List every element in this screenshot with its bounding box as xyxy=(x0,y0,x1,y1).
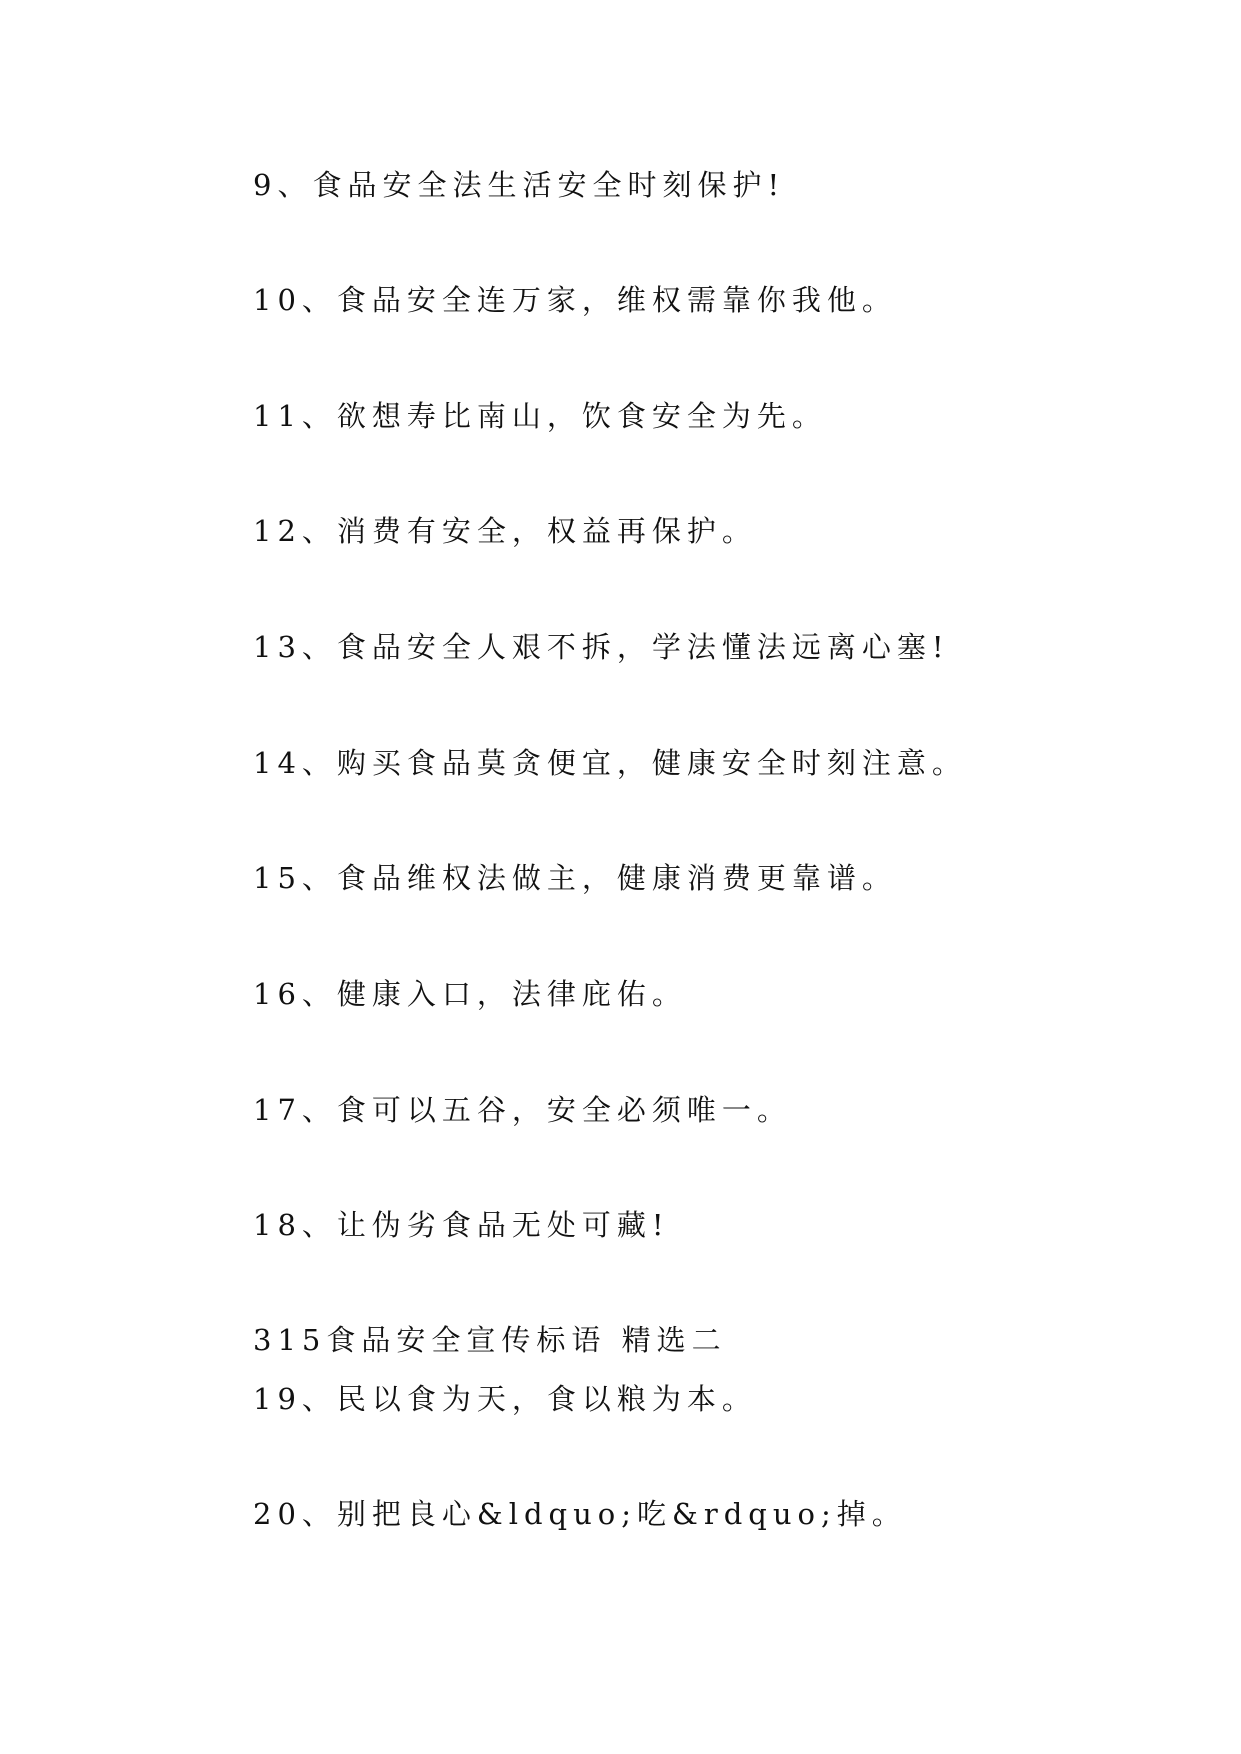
slogan-9: 9、食品安全法生活安全时刻保护! xyxy=(253,168,786,202)
slogan-12: 12、消费有安全，权益再保护。 xyxy=(253,514,757,548)
slogan-18: 18、让伪劣食品无处可藏! xyxy=(253,1208,670,1242)
slogan-10: 10、食品安全连万家，维权需靠你我他。 xyxy=(253,283,897,317)
slogan-17: 17、食可以五谷，安全必须唯一。 xyxy=(253,1093,792,1127)
slogan-16: 16、健康入口，法律庇佑。 xyxy=(253,977,687,1011)
slogan-11: 11、欲想寿比南山，饮食安全为先。 xyxy=(253,399,827,433)
slogan-20: 20、别把良心&ldquo;吃&rdquo;掉。 xyxy=(253,1497,907,1531)
slogan-13: 13、食品安全人艰不拆，学法懂法远离心塞! xyxy=(253,630,950,664)
slogan-19: 19、民以食为天，食以粮为本。 xyxy=(253,1382,757,1416)
slogan-15: 15、食品维权法做主，健康消费更靠谱。 xyxy=(253,861,897,895)
section-heading: 315食品安全宣传标语 精选二 xyxy=(253,1323,727,1357)
slogan-14: 14、购买食品莫贪便宜，健康安全时刻注意。 xyxy=(253,746,967,780)
